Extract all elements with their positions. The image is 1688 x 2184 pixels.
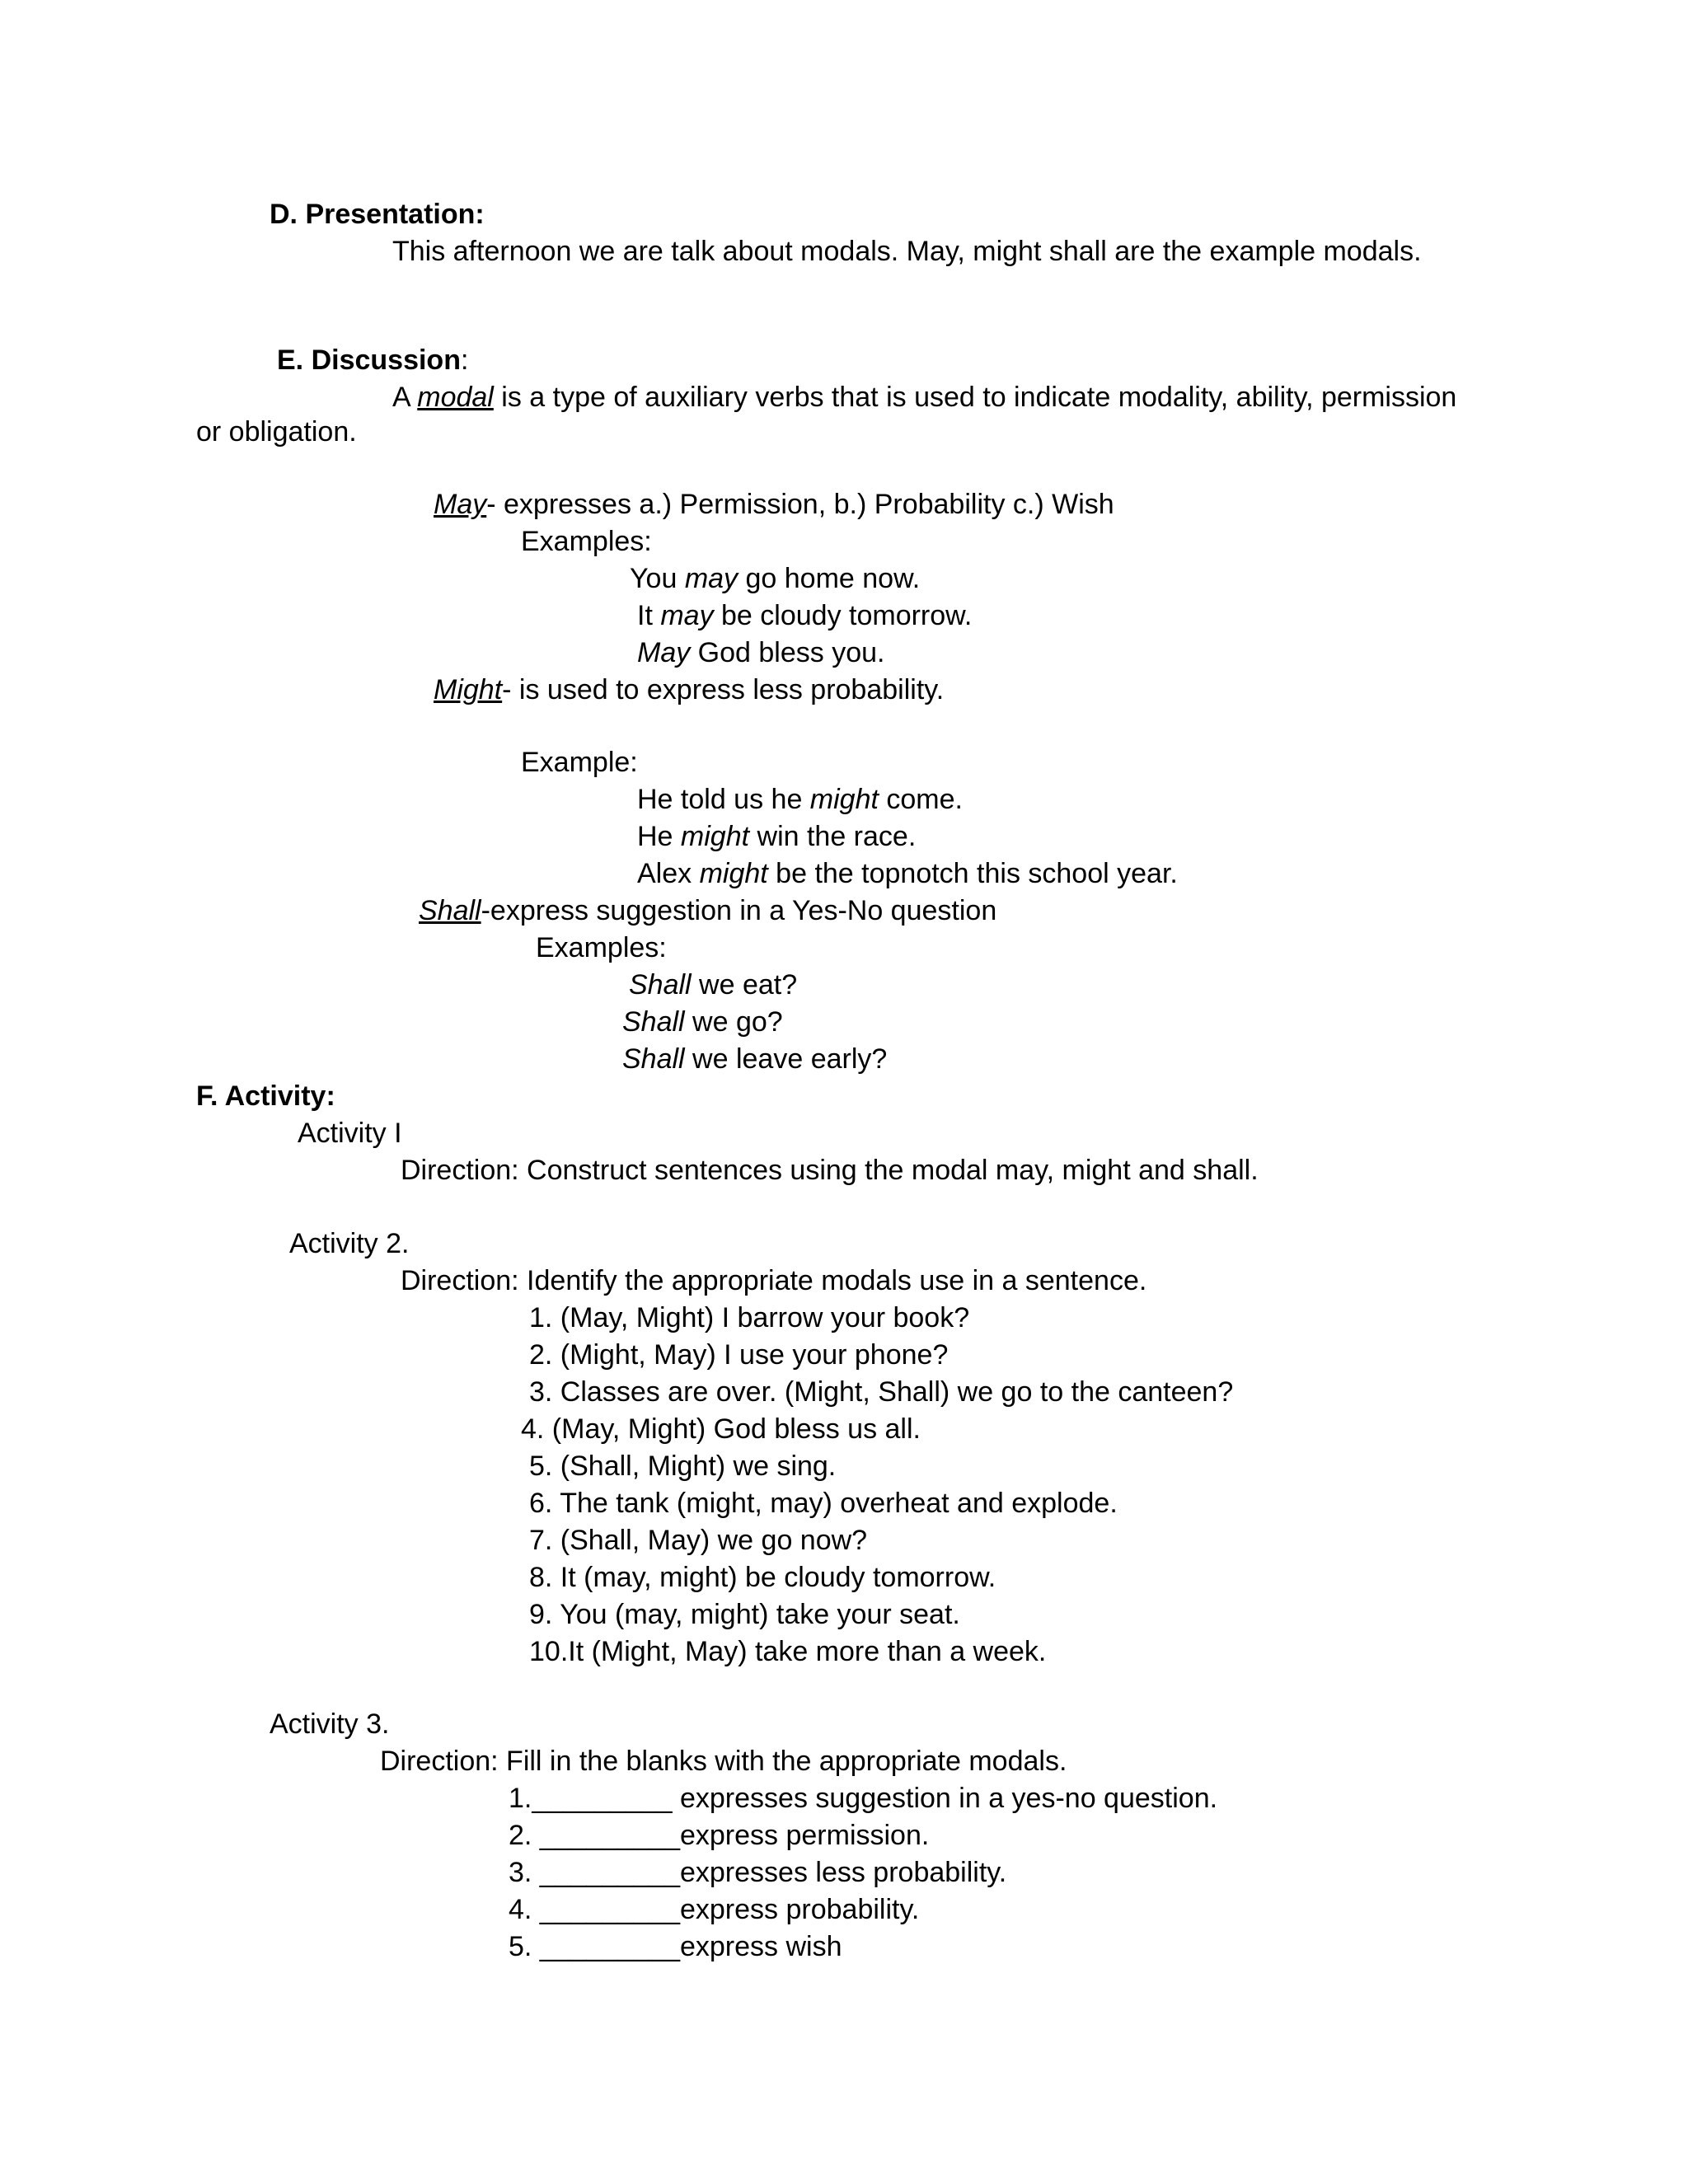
- activity-2-item: 6. The tank (might, may) overheat and explode.: [529, 1488, 1118, 1519]
- activity-3-item: 1._________ expresses suggestion in a yes-no question.: [509, 1783, 1218, 1814]
- activity-heading: F. Activity:: [196, 1080, 335, 1112]
- discussion-heading-colon: :: [460, 344, 469, 376]
- activity-2-item: 3. Classes are over. (Might, Shall) we go to the canteen?: [529, 1376, 1234, 1408]
- may-desc: - expresses a.) Permission, b.) Probability c.) Wish: [486, 489, 1114, 520]
- ex-text: win the race.: [749, 821, 917, 852]
- ex-modal: May: [637, 637, 691, 668]
- activity-2-item: 7. (Shall, May) we go now?: [529, 1525, 868, 1556]
- might-example-3: [637, 855, 1178, 892]
- ex-modal: Shall: [622, 1006, 685, 1038]
- may-examples-label: Examples:: [521, 526, 652, 557]
- discussion-heading-label: E. Discussion: [277, 344, 461, 376]
- shall-example-2: [622, 1004, 783, 1040]
- ex-text: He told us he: [637, 784, 810, 815]
- discussion-heading: [277, 342, 468, 378]
- activity-3-title: Activity 3.: [270, 1708, 390, 1740]
- may-definition: [434, 486, 1114, 523]
- might-desc: - is used to express less probability.: [502, 674, 945, 705]
- shall-definition: [419, 893, 996, 929]
- ex-text: God bless you.: [690, 637, 885, 668]
- shall-examples-label: Examples:: [536, 932, 667, 963]
- activity-2-item: 2. (Might, May) I use your phone?: [529, 1339, 949, 1371]
- activity-3-item: 4. _________express probability.: [509, 1894, 920, 1925]
- ex-text: we eat?: [691, 969, 798, 1001]
- ex-text: go home now.: [738, 563, 921, 594]
- ex-text: Alex: [637, 858, 700, 889]
- activity-2-item: 8. It (may, might) be cloudy tomorrow.: [529, 1562, 996, 1593]
- activity-2-item: 1. (May, Might) I barrow your book?: [529, 1302, 970, 1333]
- might-example-label: Example:: [521, 747, 638, 778]
- ex-modal: might: [809, 784, 879, 815]
- def-rest: is a type of auxiliary verbs that is used to indicate modality, ability, permission: [493, 382, 1457, 413]
- ex-modal: might: [699, 858, 768, 889]
- presentation-text: This afternoon we are talk about modals. May, might shall are the example modals.: [392, 236, 1422, 267]
- activity-1-title: Activity I: [298, 1118, 402, 1149]
- activity-2-item: 9. You (may, might) take your seat.: [529, 1599, 960, 1630]
- activity-3-direction: Direction: Fill in the blanks with the appropriate modals.: [380, 1746, 1067, 1777]
- might-example-1: [637, 781, 963, 818]
- ex-modal: might: [680, 821, 750, 852]
- shall-term: Shall: [419, 895, 481, 926]
- activity-3-item: 3. _________expresses less probability.: [509, 1857, 1007, 1888]
- may-example-1: [630, 560, 920, 597]
- def-a: A: [392, 382, 418, 413]
- ex-text: be cloudy tomorrow.: [713, 600, 973, 631]
- ex-modal: may: [684, 563, 738, 594]
- may-example-3: [637, 635, 884, 671]
- may-example-2: [637, 598, 972, 634]
- activity-2-item: 4. (May, Might) God bless us all.: [521, 1413, 921, 1445]
- might-example-2: [637, 818, 916, 855]
- activity-2-direction: Direction: Identify the appropriate modals use in a sentence.: [401, 1265, 1147, 1296]
- activity-3-item: 5. _________express wish: [509, 1931, 842, 1962]
- ex-text: come.: [878, 784, 963, 815]
- ex-text: You: [630, 563, 685, 594]
- def-term: modal: [417, 382, 494, 413]
- may-term: May: [434, 489, 487, 520]
- ex-modal: Shall: [629, 969, 692, 1001]
- might-definition: [434, 672, 944, 708]
- shall-example-3: [622, 1041, 887, 1077]
- ex-text: be the topnotch this school year.: [767, 858, 1178, 889]
- modal-definition-cont: or obligation.: [196, 416, 357, 448]
- might-term: Might: [434, 674, 503, 705]
- activity-2-item: 5. (Shall, Might) we sing.: [529, 1451, 837, 1482]
- ex-modal: may: [660, 600, 714, 631]
- ex-text: we leave early?: [684, 1043, 888, 1075]
- activity-3-item: 2. _________express permission.: [509, 1820, 930, 1851]
- ex-text: It: [637, 600, 661, 631]
- ex-modal: Shall: [622, 1043, 685, 1075]
- shall-desc: -express suggestion in a Yes-No question: [481, 895, 997, 926]
- modal-definition: [392, 379, 1456, 415]
- ex-text: He: [637, 821, 681, 852]
- activity-2-item: 10.It (Might, May) take more than a week.: [529, 1636, 1047, 1667]
- ex-text: we go?: [684, 1006, 783, 1038]
- shall-example-1: [629, 967, 797, 1003]
- presentation-heading: D. Presentation:: [270, 199, 485, 230]
- activity-1-direction: Direction: Construct sentences using the modal may, might and shall.: [401, 1155, 1259, 1186]
- activity-2-title: Activity 2.: [289, 1228, 410, 1259]
